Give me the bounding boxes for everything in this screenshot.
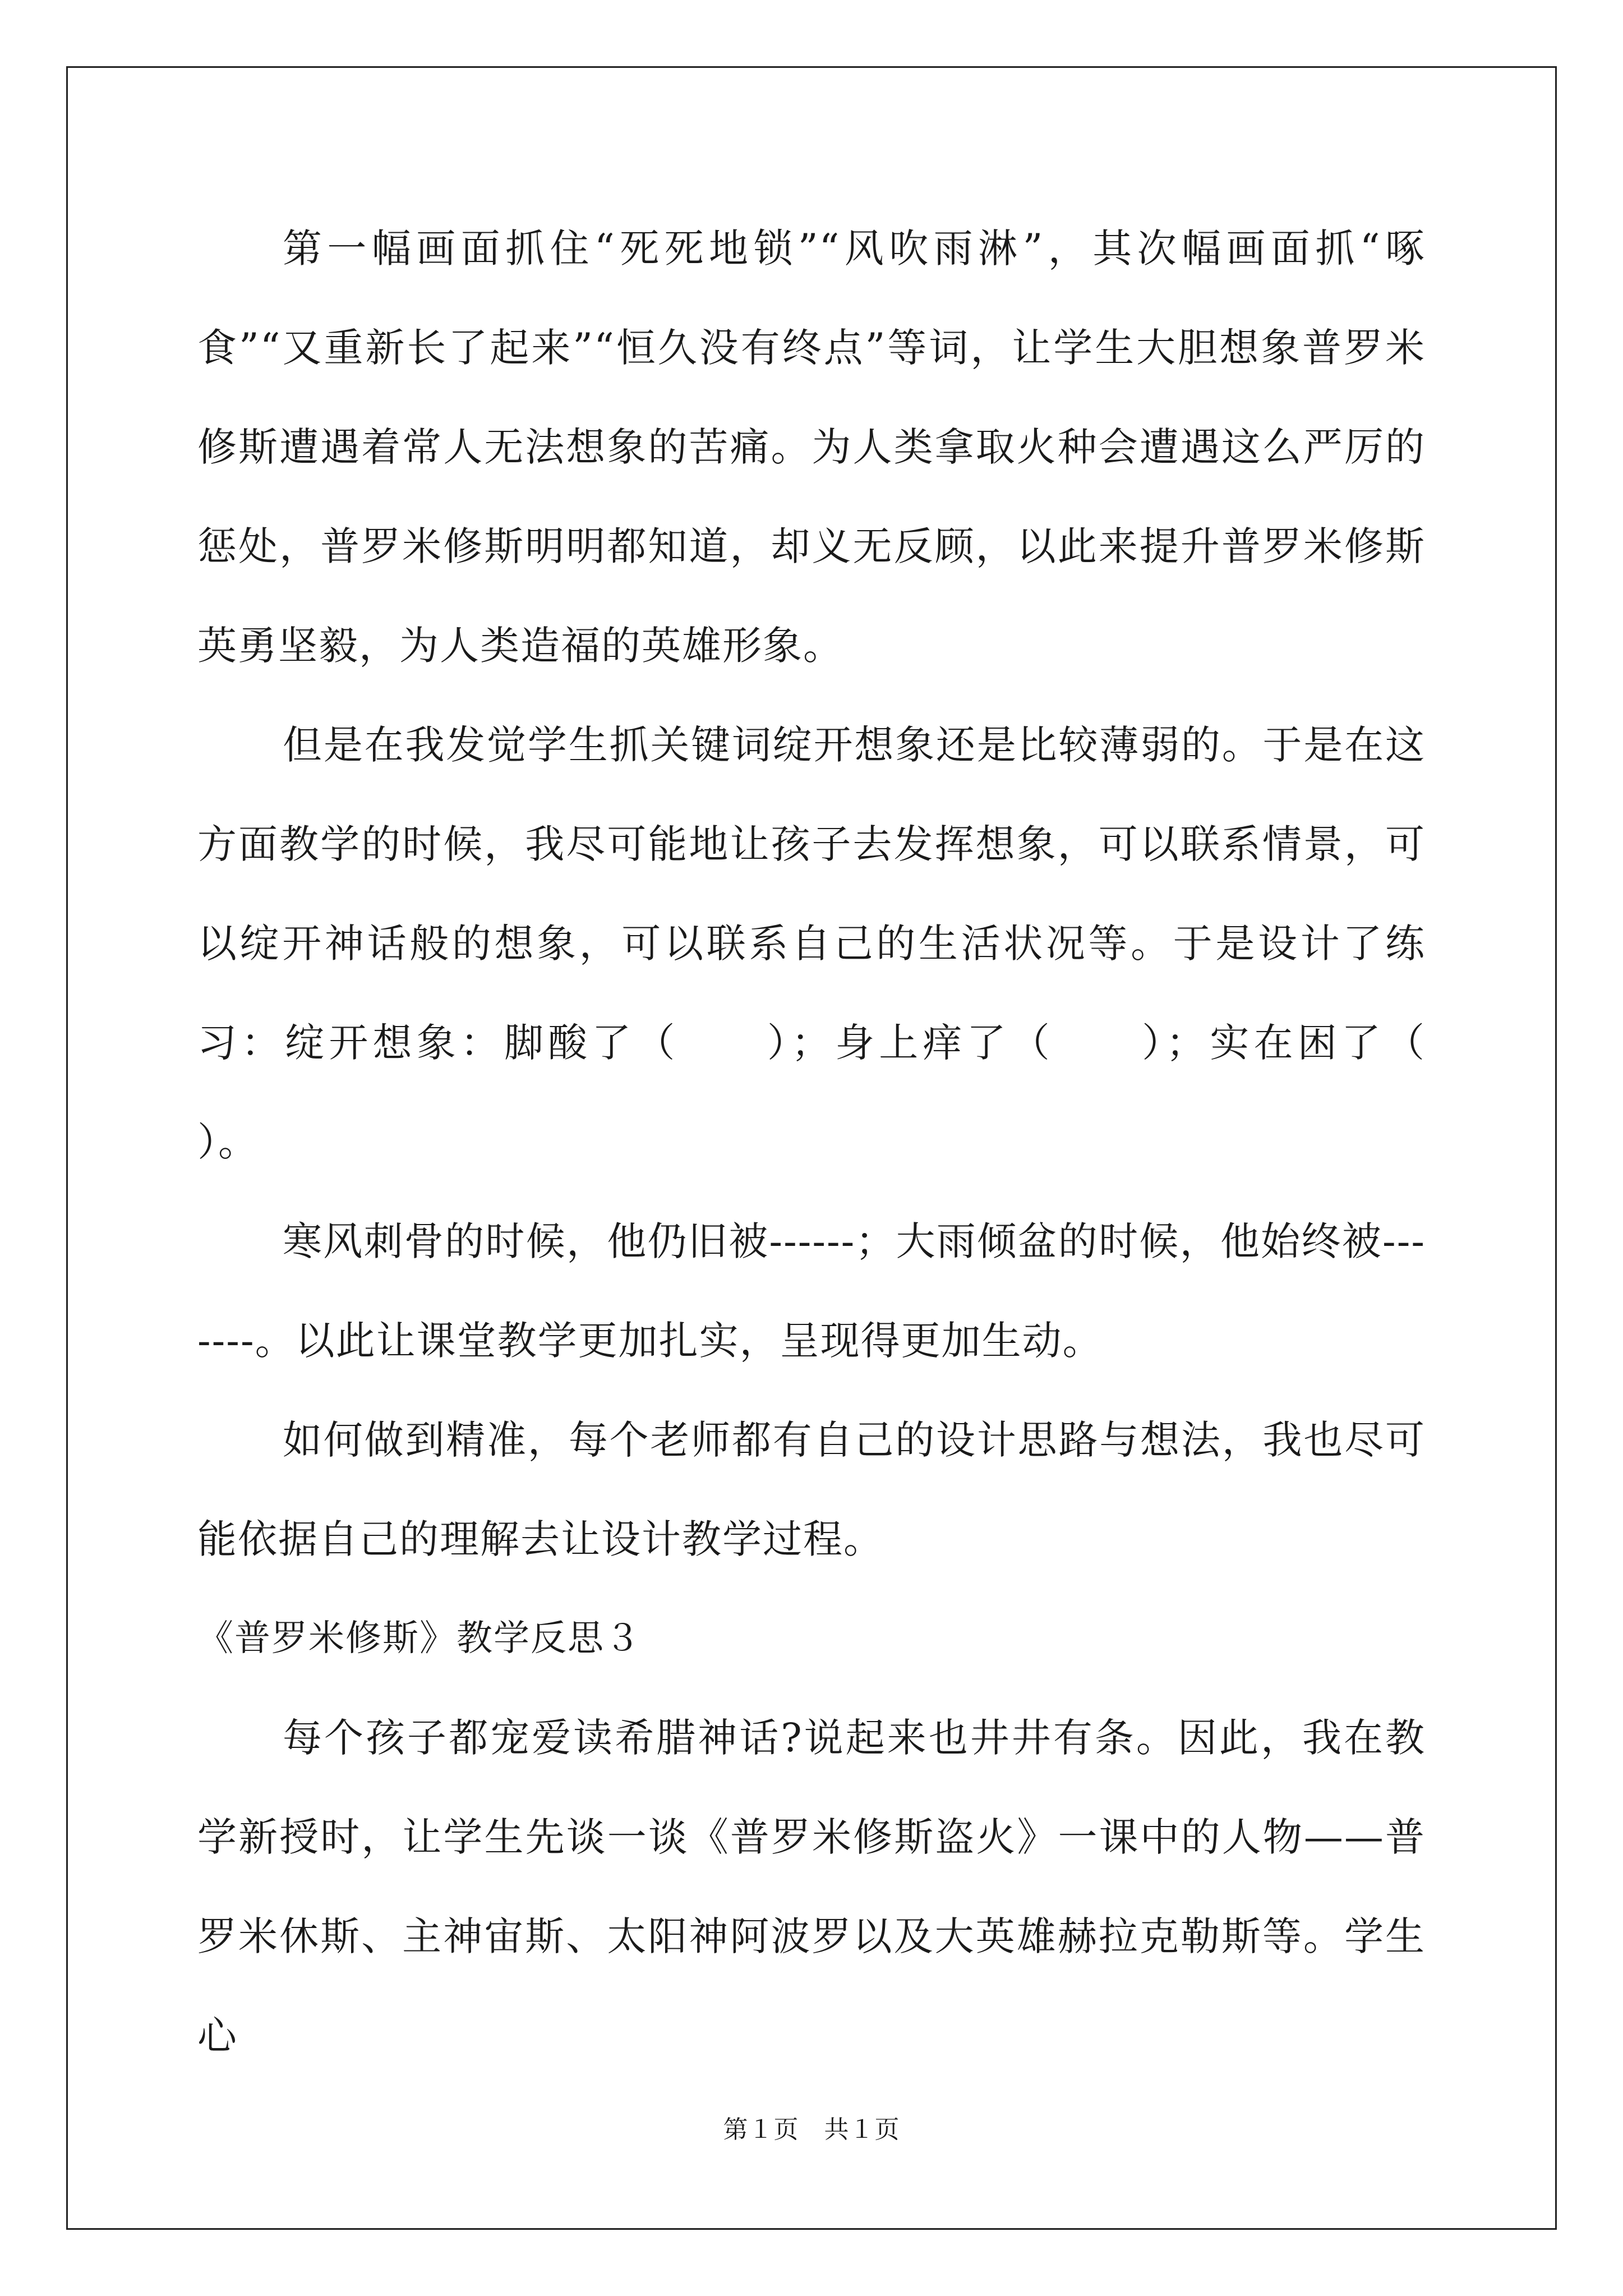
page-number-footer: 第１页 共１页 <box>723 2115 900 2144</box>
document-body <box>197 199 1506 2086</box>
paragraph-3: 寒风刺骨的时候，他仍旧被------；大雨倾盆的时候，他始终被-------。以此让课堂教学更加扎实，呈现得更加生动。 <box>197 1218 1426 1364</box>
section-heading: 《普罗米修斯》教学反思３ <box>197 1618 642 1659</box>
paragraph-1: 第一幅画面抓住“死死地锁”“风吹雨淋”，其次幅画面抓“啄食”“又重新长了起来”“恒久没有终点”等词，让学生大胆想象普罗米修斯遭遇着常人无法想象的苦痛。为人类拿取火种会遭遇这么严厉的惩处，普罗米修斯明明都知道，却义无反顾，以此来提升普罗米修斯英勇坚毅，为人类造福的英雄形象。 <box>197 226 1426 669</box>
paragraph-4: 如何做到精准，每个老师都有自己的设计思路与想法，我也尽可能依据自己的理解去让设计教学过程。 <box>197 1417 1426 1562</box>
paragraph-2: 但是在我发觉学生抓关键词绽开想象还是比较薄弱的。于是在这方面教学的时候，我尽可能地让孩子去发挥想象，可以联系情景，可以绽开神话般的想象，可以联系自己的生活状况等。于是设计了练习：绽开想象：脚酸了（ ）；身上痒了（ ）；实在困了（ ）。 <box>197 722 1506 1165</box>
paragraph-5: 每个孩子都宠爱读希腊神话?说起来也井井有条。因此，我在教学新授时，让学生先谈一谈《普罗米修斯盗火》一课中的人物——普罗米休斯、主神宙斯、太阳神阿波罗以及大英雄赫拉克勒斯等。学生心 <box>197 1715 1426 2059</box>
